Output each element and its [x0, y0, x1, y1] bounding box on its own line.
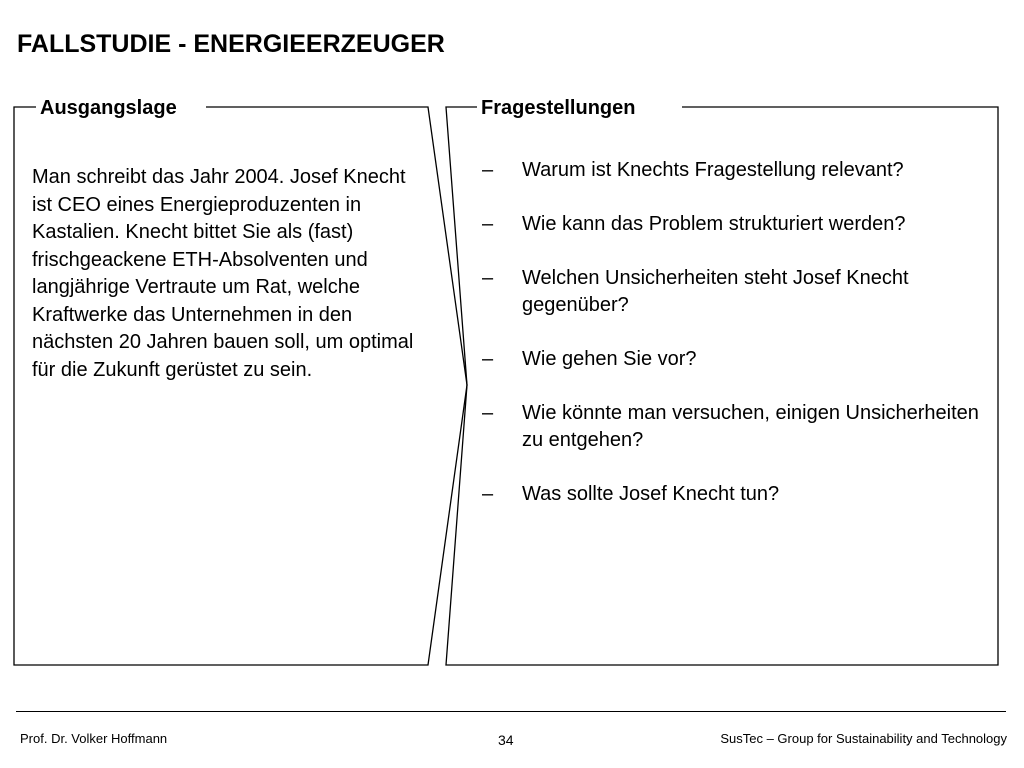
situation-text: Man schreibt das Jahr 2004. Josef Knecht ist CEO eines Energieproduzenten in Kastalien. Knecht bittet Sie als (fast) frischgeackene ETH-Absolventen und langjährige Vertraute um Rat, welche Kraftwerke das Unternehmen in den nächsten 20 Jahren bauen soll, um optimal für die Zukunft gerüstet zu sein. [32, 166, 414, 381]
ausgangslage-heading: Ausgangslage [36, 96, 181, 120]
list-item [482, 400, 982, 454]
list-item [482, 157, 982, 184]
question-text: Warum ist Knechts Fragestellung relevant? [522, 159, 904, 181]
list-item [482, 265, 982, 319]
slide-title: FALLSTUDIE - ENERGIEERZEUGER [17, 30, 445, 58]
list-item [482, 211, 982, 238]
question-text: Wie kann das Problem strukturiert werden? [522, 213, 906, 235]
question-text: Wie gehen Sie vor? [522, 348, 697, 370]
question-list [482, 157, 982, 508]
dash-bullet-icon: – [482, 213, 494, 235]
dash-bullet-icon: – [482, 483, 494, 505]
dash-bullet-icon: – [482, 348, 494, 370]
question-text: Wie könnte man versuchen, einigen Unsicherheiten zu entgehen? [522, 402, 979, 451]
dash-bullet-icon: – [482, 402, 494, 424]
footer-organization: SusTec – Group for Sustainability and Technology [720, 731, 1007, 746]
fragestellungen-heading: Fragestellungen [477, 96, 639, 120]
dash-bullet-icon: – [482, 267, 494, 289]
footer-divider [16, 711, 1006, 712]
question-text: Was sollte Josef Knecht tun? [522, 483, 780, 505]
dash-bullet-icon: – [482, 159, 494, 181]
list-item [482, 481, 982, 508]
question-text: Welchen Unsicherheiten steht Josef Knecht gegenüber? [522, 267, 909, 316]
list-item [482, 346, 982, 373]
footer-author: Prof. Dr. Volker Hoffmann [20, 731, 168, 746]
page-number: 34 [498, 732, 514, 748]
